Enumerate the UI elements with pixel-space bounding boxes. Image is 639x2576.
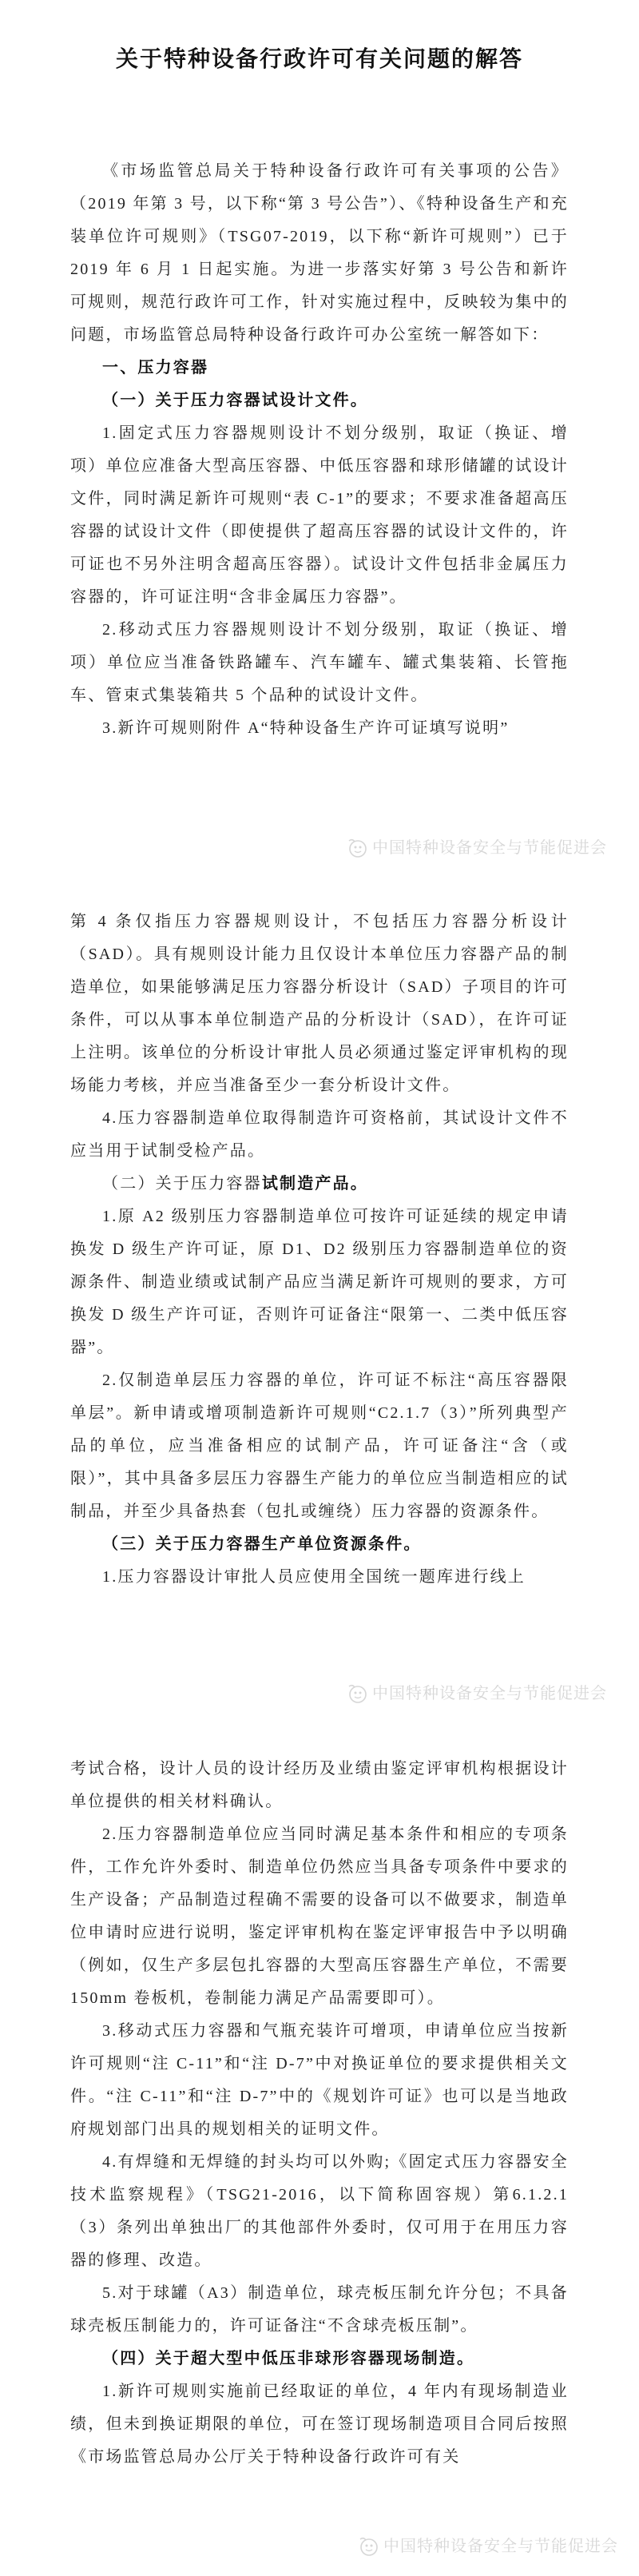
paragraph <box>70 1753 569 1818</box>
section-heading <box>70 2343 569 2375</box>
page-2 <box>0 879 639 1710</box>
watermark-text: 中国特种设备安全与节能促进会 <box>372 1685 607 1702</box>
section-heading <box>70 352 569 384</box>
text-run: 5.对于球罐（A3）制造单位，球壳板压制允许分包；不具备球壳板压制能力的，许可证备注“不含球壳板压制”。 <box>70 2284 569 2335</box>
watermark <box>347 1683 607 1704</box>
watermark <box>347 838 607 858</box>
paragraph <box>70 155 569 352</box>
association-logo-icon <box>347 1683 367 1704</box>
text-run: 2.压力容器制造单位应当同时满足基本条件和相应的专项条件，工作允许外委时、制造单位仍然应当具备专项条件中要求的生产设备；产品制造过程确不需要的设备可以不做要求，制造单位申请时应进行说明，鉴定评审机构在鉴定评审报告中予以明确（例如，仅生产多层包扎容器的大型高压容器生产单位，不需要 150mm 卷板机，卷制能力满足产品需要即可）。 <box>70 1825 569 2007</box>
text-run: （一）关于压力容器试设计文件。 <box>102 392 368 409</box>
text-run: 3.新许可规则附件 A“特种设备生产许可证填写说明” <box>102 719 510 737</box>
watermark <box>358 2536 618 2557</box>
association-logo-icon <box>358 2536 379 2557</box>
paragraph <box>70 2277 569 2343</box>
text-run: 1.新许可规则实施前已经取证的单位，4 年内有现场制造业绩，但未到换证期限的单位，可在签订现场制造项目合同后按照《市场监管总局办公厅关于特种设备行政许可有关 <box>70 2383 569 2466</box>
paragraph <box>70 1561 569 1594</box>
paragraph <box>70 712 569 745</box>
text-run: （二）关于压力容器 <box>102 1175 262 1192</box>
text-run: 试制造产品。 <box>261 1175 369 1192</box>
document-title: 关于特种设备行政许可有关问题的解答 <box>115 47 523 72</box>
text-run: （三）关于压力容器生产单位资源条件。 <box>102 1535 422 1553</box>
paragraph <box>70 2146 569 2277</box>
paragraph <box>70 1364 569 1528</box>
section-heading <box>70 1528 569 1561</box>
page-content <box>70 1710 569 2474</box>
association-logo-icon <box>347 838 367 858</box>
text-run: 考试合格，设计人员的设计经历及业绩由鉴定评审机构根据设计单位提供的相关材料确认。 <box>70 1760 569 1810</box>
text-run: 4.有焊缝和无焊缝的封头均可以外购;《固定式压力容器安全技术监察规程》（TSG21-2016，以下简称固容规）第6.1.2.1（3）条列出单独出厂的其他部件外委时，仅可用于在用压力容器的修理、改造。 <box>70 2153 569 2269</box>
paragraph <box>70 1818 569 2015</box>
text-run: 1.压力容器设计审批人员应使用全国统一题库进行线上 <box>102 1568 526 1586</box>
paragraph <box>70 1102 569 1168</box>
text-run: 1.原 A2 级别压力容器制造单位可按许可证延续的规定申请换发 D 级生产许可证，原 D1、D2 级别压力容器制造单位的资源条件、制造业绩或试制产品应当满足新许可规则的要求，方可换发 D 级生产许可证，否则许可证备注“限第一、二类中低压容器”。 <box>70 1208 569 1356</box>
paragraph <box>70 614 569 712</box>
page-1 <box>0 0 639 879</box>
text-run: 2.移动式压力容器规则设计不划分级别，取证（换证、增项）单位应当准备铁路罐车、汽车罐车、罐式集装箱、长管拖车、管束式集装箱共 5 个品种的试设计文件。 <box>70 621 569 704</box>
watermark-text: 中国特种设备安全与节能促进会 <box>372 839 607 857</box>
page-3 <box>0 1710 639 2576</box>
text-run: 《市场监管总局关于特种设备行政许可有关事项的公告》（2019 年第 3 号，以下称“第 3 号公告”）、《特种设备生产和充装单位许可规则》（TSG07-2019，以下称“新许可规则”）已于 2019 年 6 月 1 日起实施。为进一步落实好第 3 号公告和新许可规则，规范行政许可工作，针对实施过程中，反映较为集中的问题，市场监管总局特种设备行政许可办公室统一解答如下： <box>70 162 569 344</box>
paragraph <box>70 1200 569 1364</box>
text-run: （四）关于超大型中低压非球形容器现场制造。 <box>102 2350 475 2367</box>
text-run: 一、压力容器 <box>102 359 209 376</box>
section-heading <box>70 384 569 417</box>
text-run: 1.固定式压力容器规则设计不划分级别，取证（换证、增项）单位应准备大型高压容器、中低压容器和球形储罐的试设计文件，同时满足新许可规则“表 C-1”的要求；不要求准备超高压容器的试设计文件（即使提供了超高压容器的试设计文件的，许可证也不另外注明含超高压容器）。试设计文件包括非金属压力容器的，许可证注明“含非金属压力容器”。 <box>70 424 569 606</box>
text-run: 2.仅制造单层压力容器的单位，许可证不标注“高压容器限单层”。新申请或增项制造新许可规则“C2.1.7（3）”所列典型产品的单位，应当准备相应的试制产品，许可证备注“含（或限）”，其中具备多层压力容器生产能力的单位应当制造相应的试制品，并至少具备热套（包扎或缠绕）压力容器的资源条件。 <box>70 1372 569 1520</box>
page-content <box>70 155 569 745</box>
section-heading <box>70 1168 569 1200</box>
text-run: 4.压力容器制造单位取得制造许可资格前，其试设计文件不应当用于试制受检产品。 <box>70 1109 569 1160</box>
text-run: 3.移动式压力容器和气瓶充装许可增项，申请单位应当按新许可规则“注 C-11”和“注 D-7”中对换证单位的要求提供相关文件。“注 C-11”和“注 D-7”中的《规划许可证》也可以是当地政府规划部门出具的规划相关的证明文件。 <box>70 2022 569 2138</box>
paragraph <box>70 906 569 1102</box>
paragraph <box>70 2375 569 2474</box>
page-content <box>70 879 569 1594</box>
watermark-text: 中国特种设备安全与节能促进会 <box>383 2538 618 2555</box>
paragraph <box>70 2015 569 2146</box>
paragraph <box>70 417 569 614</box>
text-run: 第 4 条仅指压力容器规则设计，不包括压力容器分析设计（SAD）。具有规则设计能力且仅设计本单位压力容器产品的制造单位，如果能够满足压力容器分析设计（SAD）子项目的许可条件，可以从事本单位制造产品的分析设计（SAD），在许可证上注明。该单位的分析设计审批人员必须通过鉴定评审机构的现场能力考核，并应当准备至少一套分析设计文件。 <box>70 913 569 1094</box>
